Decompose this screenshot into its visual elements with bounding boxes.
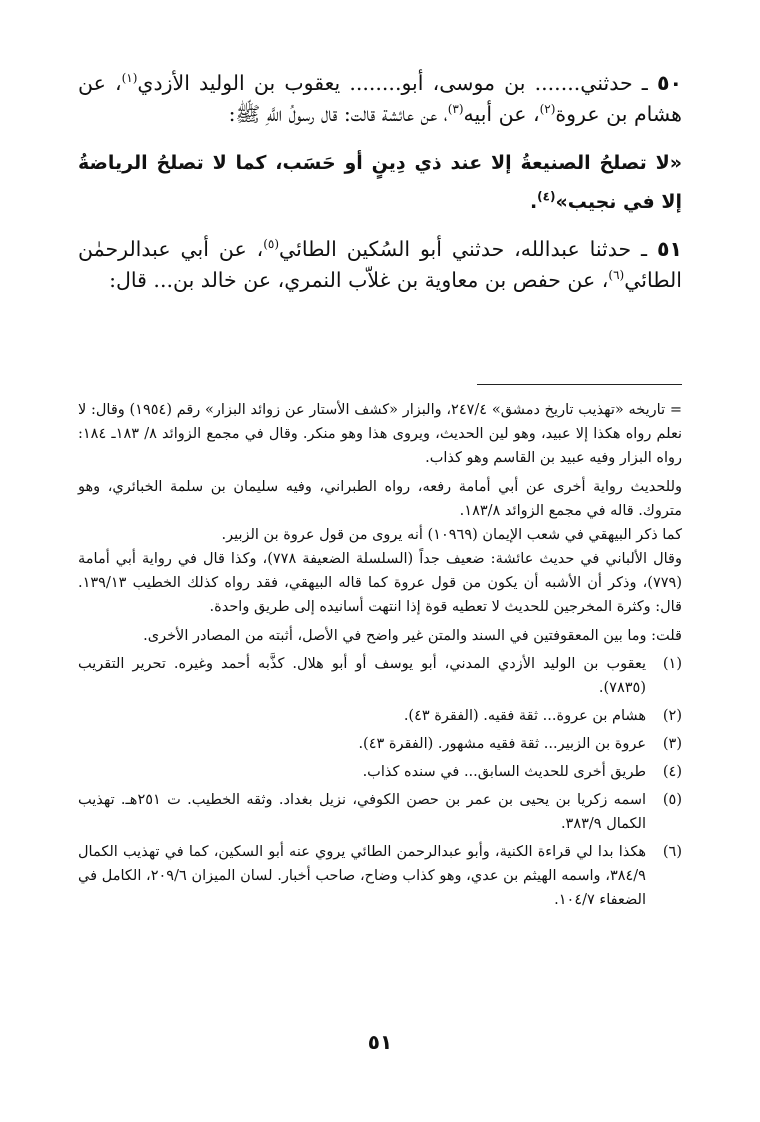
footnote-text: هكذا بدا لي قراءة الكنية، وأبو عبدالرحمن الطائي يروي عنه أبو السكين، كما في تهذيب الكمال ٣٨٤/٩، واسمه الهيثم بن عدي، وهو كذاب وضاح، صاحب أخبار. لسان الميزان ٢٠٩/٦، الكامل في الضعفاء ١٠٤/٧.: [78, 844, 646, 908]
footnote-number: (٤): [662, 764, 682, 780]
hadith-text: [78, 144, 682, 222]
footnote-number: (١): [662, 656, 682, 672]
footnote-number: (٥): [662, 792, 682, 808]
footnote-ref-2: (٢): [539, 102, 556, 117]
paragraph-51-text-1: ـ حدثنا عبدالله، حدثني أبو السُكين الطائي: [279, 237, 648, 261]
footnote-number: (٢): [662, 708, 682, 724]
paragraph-51-text-2: ، عن أبي عبدالرحمٰن الطائي: [78, 237, 682, 292]
footnote-6: [78, 840, 682, 912]
footnote-ref-3: (٣): [447, 102, 464, 117]
footnote-ref-4: (٤): [537, 189, 556, 204]
paragraph-51: [78, 234, 682, 296]
footnote-continuation-1: = تاريخه «تهذيب تاريخ دمشق» ٢٤٧/٤، والبزار «كشف الأستار عن زوائد البزار» رقم (١٩٥٤) وقال: لا نعلم رواه هكذا إلا عبيد، وهو لين الحديث، ويروى هذا وهو منكر. وقال في مجمع الزوائد ٨/ ١٨٣ـ ١٨٤: رواه البزار وفيه عبيد بن القاسم وهو كذاب.: [78, 402, 682, 466]
footnote-4: [78, 760, 682, 784]
paragraph-number-51: ٥١: [656, 237, 682, 261]
paragraph-50-text-2: ، عن هشام بن عروة: [78, 71, 682, 126]
footnote-separator: [477, 384, 682, 385]
footnote-number: (٦): [662, 844, 682, 860]
footnote-ref-5: (٥): [263, 237, 280, 252]
footnotes: [78, 398, 682, 916]
footnote-continuation-4: وقال الألباني في حديث عائشة: ضعيف جداً (السلسلة الضعيفة ٧٧٨)، وكذا قال في رواية أبي أمامة (٧٧٩)، وذكر أن الأشبه أن يكون من قول عروة كما قاله البيهقي، فقد رواه كذلك الخطيب ١٣٩/١٣. قال: وكثرة المخرجين للحديث لا تعطيه قوة إذا انتهت أسانيده إلى طريق واحدة.: [78, 551, 682, 615]
footnote-3: [78, 732, 682, 756]
paragraph-50-text-3: ، عن أبيه: [463, 102, 540, 126]
paragraph-50-text-4: ، عن عائشة قالت: قال رسولُ اللَّهِ ﷺ:: [228, 102, 448, 126]
hadith-end: .: [529, 191, 538, 213]
footnote-ref-6: (٦): [608, 268, 625, 283]
footnote-text: هشام بن عروة... ثقة فقيه. (الفقرة ٤٣).: [403, 708, 646, 724]
footnote-1: [78, 652, 682, 700]
footnote-continuation-2: وللحديث رواية أخرى عن أبي أمامة رفعه، رواه الطبراني، وفيه سليمان بن سلمة الخبائري، وهو متروك. قاله في مجمع الزوائد ١٨٣/٨.: [78, 479, 682, 519]
paragraph-number-50: ٥٠: [656, 71, 682, 95]
footnote-5: [78, 788, 682, 836]
page-number: ٥١: [367, 1030, 393, 1054]
footnote-continuation-3: كما ذكر البيهقي في شعب الإيمان (١٠٩٦٩) أنه يروى من قول عروة بن الزبير.: [221, 527, 682, 543]
paragraph-50: [78, 68, 682, 130]
footnote-2: [78, 704, 682, 728]
footnote-text: اسمه زكريا بن يحيى بن عمر بن حصن الكوفي، نزيل بغداد. وثقه الخطيب. ت ٢٥١هـ. تهذيب الكمال ٣٨٣/٩.: [78, 792, 647, 832]
paragraph-50-text-1: ـ حدثني....... بن موسى، أبو........ يعقوب بن الوليد الأزدي: [137, 71, 648, 95]
footnote-continuation-5: قلت: وما بين المعقوفتين في السند والمتن غير واضح في الأصل، أثبته من المصادر الأخرى.: [143, 628, 682, 644]
hadith-body: «لا تصلحُ الصنيعةُ إلا عند ذي دِينٍ أو حَسَب، كما لا تصلحُ الرياضةُ إلا في نجيب»: [78, 152, 682, 213]
footnote-text: عروة بن الزبير... ثقة فقيه مشهور. (الفقرة ٤٣).: [358, 736, 646, 752]
footnote-text: يعقوب بن الوليد الأزدي المدني، أبو يوسف أو أبو هلال. كذَّبه أحمد وغيره. تحرير التقريب (٧٨٣٥).: [78, 656, 646, 696]
main-text: [78, 68, 682, 310]
footnote-text: طريق أخرى للحديث السابق... في سنده كذاب.: [362, 764, 646, 780]
footnote-ref-1: (١): [121, 71, 138, 86]
footnote-number: (٣): [662, 736, 682, 752]
paragraph-51-text-3: ، عن حفص بن معاوية بن غلاّب النمري، عن خالد بن... قال:: [109, 268, 609, 292]
